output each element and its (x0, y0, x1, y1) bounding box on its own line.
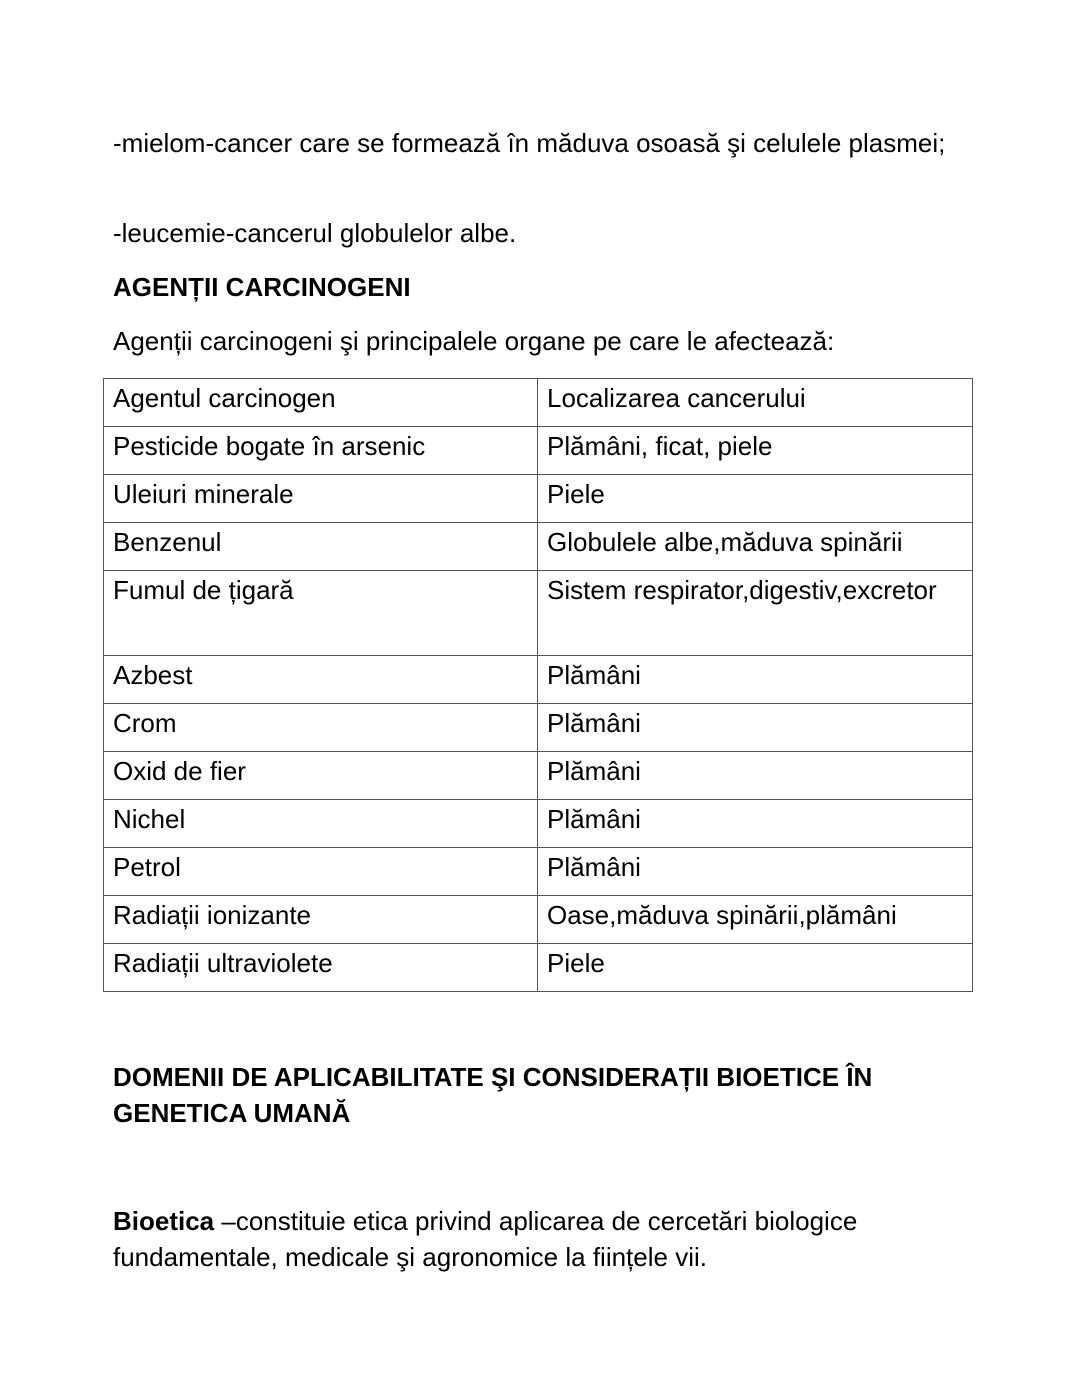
cell-location: Plămâni (538, 800, 973, 848)
cell-location: Sistem respirator,digestiv,excretor (538, 571, 973, 656)
table-row (104, 475, 973, 523)
table-row (104, 704, 973, 752)
section-heading-bioetica: DOMENII DE APLICABILITATE ŞI CONSIDERAȚII BIOETICE ÎN GENETICA UMANĂ (113, 1062, 873, 1128)
cell-agent: Radiații ionizante (104, 896, 538, 944)
section-heading-carcinogeni: AGENȚII CARCINOGENI (113, 272, 411, 302)
carcinogen-table (103, 378, 973, 992)
cell-agent: Benzenul (104, 523, 538, 571)
cell-agent: Azbest (104, 656, 538, 704)
cell-agent: Oxid de fier (104, 752, 538, 800)
table-row (104, 427, 973, 475)
cell-location: Oase,măduva spinării,plămâni (538, 896, 973, 944)
bioetica-definition: –constituie etica privind aplicarea de cercetări biologice fundamentale, medicale şi agronomice la ființele vii. (113, 1206, 858, 1272)
bioetica-paragraph (113, 1203, 953, 1275)
section-intro: Agenții carcinogeni şi principalele organe pe care le afectează: (113, 326, 835, 356)
cell-agent: Fumul de țigară (104, 571, 538, 656)
table-row (104, 944, 973, 992)
table-row (104, 571, 973, 656)
table-row (104, 800, 973, 848)
table-row (104, 896, 973, 944)
cell-agent: Nichel (104, 800, 538, 848)
cell-location: Plămâni (538, 848, 973, 896)
table-row (104, 523, 973, 571)
cell-location: Globulele albe,măduva spinării (538, 523, 973, 571)
cell-location: Piele (538, 944, 973, 992)
cell-agent: Pesticide bogate în arsenic (104, 427, 538, 475)
table-row (104, 656, 973, 704)
table-row (104, 752, 973, 800)
table-header-row (104, 379, 973, 427)
cell-location: Plămâni, ficat, piele (538, 427, 973, 475)
paragraph-mielom: -mielom-cancer care se formează în măduva osoasă şi celulele plasmei; (113, 128, 946, 158)
cell-agent: Radiații ultraviolete (104, 944, 538, 992)
cell-location: Piele (538, 475, 973, 523)
table-header-agent: Agentul carcinogen (104, 379, 538, 427)
cell-agent: Petrol (104, 848, 538, 896)
bioetica-term: Bioetica (113, 1206, 215, 1236)
cell-location: Plămâni (538, 752, 973, 800)
paragraph-leucemie: -leucemie-cancerul globulelor albe. (113, 218, 517, 248)
cell-agent: Uleiuri minerale (104, 475, 538, 523)
cell-location: Plămâni (538, 656, 973, 704)
table-header-location: Localizarea cancerului (538, 379, 973, 427)
table-row (104, 848, 973, 896)
cell-agent: Crom (104, 704, 538, 752)
cell-location: Plămâni (538, 704, 973, 752)
